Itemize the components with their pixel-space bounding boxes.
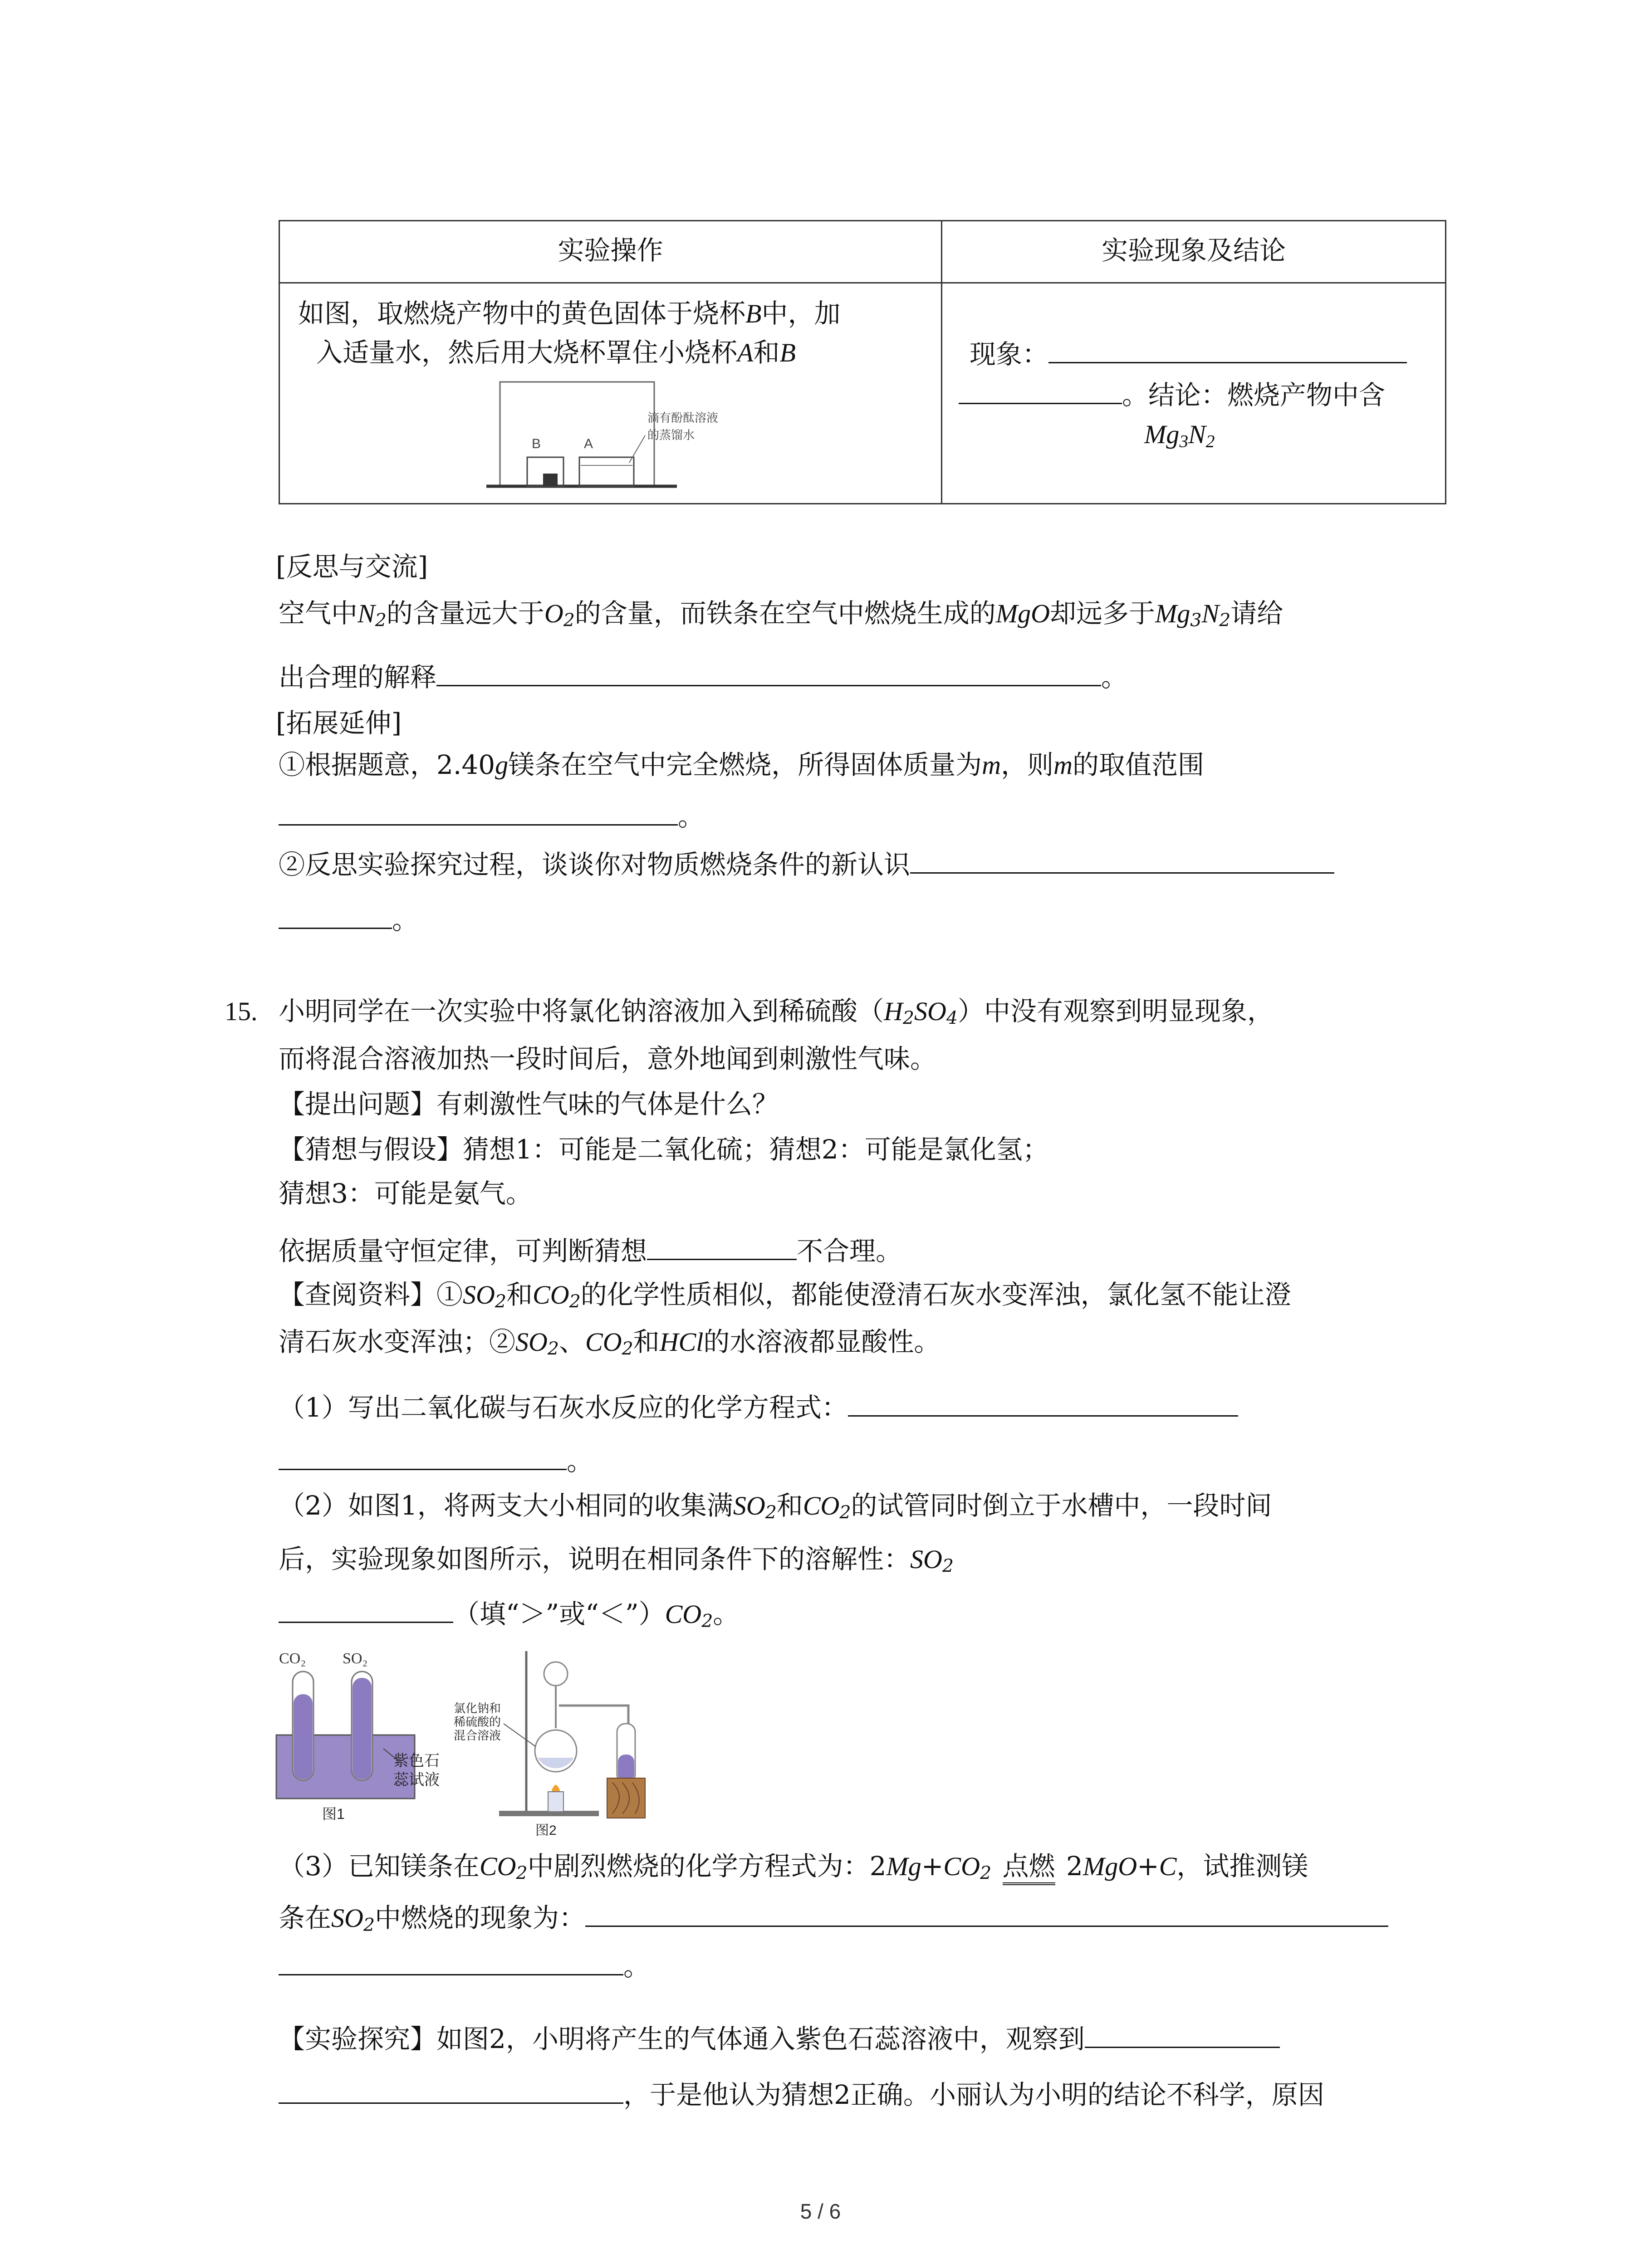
solubility-blank[interactable] [279, 1597, 453, 1623]
figure-2 [454, 1642, 649, 1842]
beaker-figure [486, 376, 740, 494]
fig1-litmus-2: 蕊试液 [393, 1771, 440, 1789]
reflection-heading: [反思与交流] [276, 551, 428, 582]
extension-q1: ①根据题意，2.40g镁条在空气中完全燃烧，所得固体质量为m，则m的取值范围 [279, 749, 1204, 780]
large-beaker [500, 382, 654, 486]
dropping-funnel [544, 1662, 568, 1686]
fig1-caption: 图1 [322, 1806, 345, 1822]
q15-line-1: 小明同学在一次实验中将氯化钠溶液加入到稀硫酸$(H_2SO_4)$中没有观察到明显现象， [279, 996, 1274, 1029]
combustion-insight-blank[interactable] [910, 847, 1334, 874]
extension-q1-answer: 。 [279, 799, 704, 833]
phenomenon-blank[interactable] [1048, 337, 1407, 363]
table-header-operation [279, 221, 942, 283]
extension-heading: [拓展延伸] [276, 708, 402, 738]
q15-hypotheses: 【猜想与假设】猜想1：可能是二氧化硫；猜想2：可能是氯化氢； [279, 1134, 1049, 1165]
q15-part1: （1）写出二氧化碳与石灰水反应的化学方程式： [279, 1390, 1238, 1424]
phenomenon-blank-2[interactable] [959, 378, 1122, 404]
q15-line-2: 而将混合溶液加热一段时间后，意外地闻到刺激性气味。 [279, 1043, 937, 1074]
header-result-text: 实验现象及结论 [1101, 235, 1286, 266]
q15-experiment-line2: ，于是他认为猜想2正确。小丽认为小明的结论不科学，原因 [279, 2077, 1324, 2111]
fig1-litmus-1: 紫色石 [393, 1752, 440, 1769]
so2-combustion-blank[interactable] [585, 1901, 1388, 1927]
label-pointer [629, 435, 645, 463]
q15-part3-line2: 条在$SO_2$中燃烧的现象为： [279, 1901, 1388, 1936]
reflection-answer-line: 出合理的解释 。 [279, 660, 1127, 694]
question-number: 15. [225, 997, 258, 1026]
q15-part2-line3: （填“＞”或“$<”)CO_2$。 [279, 1597, 739, 1632]
fig-label-b: B [532, 436, 541, 451]
q15-question-heading: 【提出问题】有刺激性气味的气体是什么？ [279, 1089, 779, 1119]
so2-combustion-blank-2[interactable] [279, 1949, 623, 1975]
so2-tube-liquid [353, 1678, 372, 1779]
q15-part2-line2: 后，实验现象如图所示，说明在相同条件下的溶解性：$SO_2$ [279, 1544, 954, 1577]
flask-label-pointer [504, 1724, 535, 1746]
q15-part3-line3: 。 [279, 1949, 650, 1983]
q15-reference-1: 【查阅资料】$①SO_2$和$CO_2$的化学性质相似，都能使澄清石灰水变浑浊，氯化氢不能让澄 [279, 1279, 1291, 1312]
alcohol-lamp [548, 1792, 563, 1812]
ignite-condition: 点燃 [1003, 1851, 1055, 1885]
experiment-table [279, 220, 1446, 504]
q15-experiment: 【实验探究】如图2，小明将产生的气体通入紫色石蕊溶液中，观察到 [279, 2022, 1280, 2055]
extension-q2-cont: 。 [279, 903, 418, 936]
fig1-so2-label: SO₂ [343, 1650, 368, 1667]
mg3n2-formula: $Mg_3N_2$ [1144, 420, 1215, 451]
q15-part1-cont: 。 [279, 1444, 593, 1477]
q15-reference-2: 清石灰水变浑浊；$②SO_2$、$CO_2$和HCl的水溶液都显酸性。 [279, 1326, 941, 1359]
result-cell [942, 283, 1446, 504]
fig-label-a: A [584, 436, 593, 451]
q15-hypothesis-3: 猜想3：可能是氨气。 [279, 1178, 532, 1209]
q15-part3: （3）已知镁条在$CO_2$中剧烈燃烧的化学方程式为：$2Mg+CO_2$ 点燃 2MgO+C，试推测镁 [279, 1851, 1308, 1885]
fig2-label-1: 氯化钠和 [454, 1701, 501, 1715]
explanation-blank[interactable] [436, 660, 1101, 686]
q15-part2: （2）如图1，将两支大小相同的收集满$SO_2$和$CO_2$的试管同时倒立于水槽中，一段时间 [279, 1490, 1272, 1523]
equation-blank[interactable] [848, 1390, 1238, 1417]
observation-blank-2[interactable] [279, 2077, 623, 2104]
reflection-question: 空气中$N_2$的含量远大于$O_2$的含量，而铁条在空气中燃烧生成的MgO却远多于$Mg_3N_2$请给 [279, 598, 1283, 631]
page-number: 5 / 6 [800, 2200, 841, 2223]
observation-blank[interactable] [1085, 2022, 1280, 2048]
fig2-caption: 图2 [535, 1823, 557, 1838]
fig2-label-2: 稀硫酸的 [454, 1715, 501, 1729]
operation-line-2: 入适量水，然后用大烧杯罩住小烧杯A和B [316, 337, 796, 368]
q15-mass-conservation: 依据质量守恒定律，可判断猜想 不合理。 [279, 1234, 902, 1267]
fig1-co2-label: CO₂ [279, 1650, 306, 1667]
conclusion-line: 。结论：燃烧产物中含 [959, 378, 1385, 411]
fig-note-1: 滴有酚酞溶液 [647, 411, 719, 425]
operation-cell [279, 283, 942, 504]
phenomenon-line: 现象： [970, 337, 1407, 371]
table-header-result [942, 221, 1446, 283]
beaker-a [579, 457, 634, 486]
equation-blank-2[interactable] [279, 1444, 567, 1470]
combustion-insight-blank-2[interactable] [279, 903, 392, 929]
yellow-solid [543, 474, 558, 486]
fig2-label-3: 混合溶液 [454, 1729, 501, 1742]
mass-range-blank[interactable] [279, 799, 678, 826]
co2-tube-liquid [294, 1694, 313, 1779]
unreasonable-guess-blank[interactable] [647, 1234, 797, 1260]
header-operation-text: 实验操作 [558, 235, 663, 266]
operation-line-1: 如图，取燃烧产物中的黄色固体于烧杯B中，加 [298, 298, 841, 329]
extension-q2: ②反思实验探究过程，谈谈你对物质燃烧条件的新认识 [279, 847, 1334, 881]
fig-note-2: 的蒸馏水 [647, 428, 695, 442]
burner-flame [551, 1785, 560, 1792]
